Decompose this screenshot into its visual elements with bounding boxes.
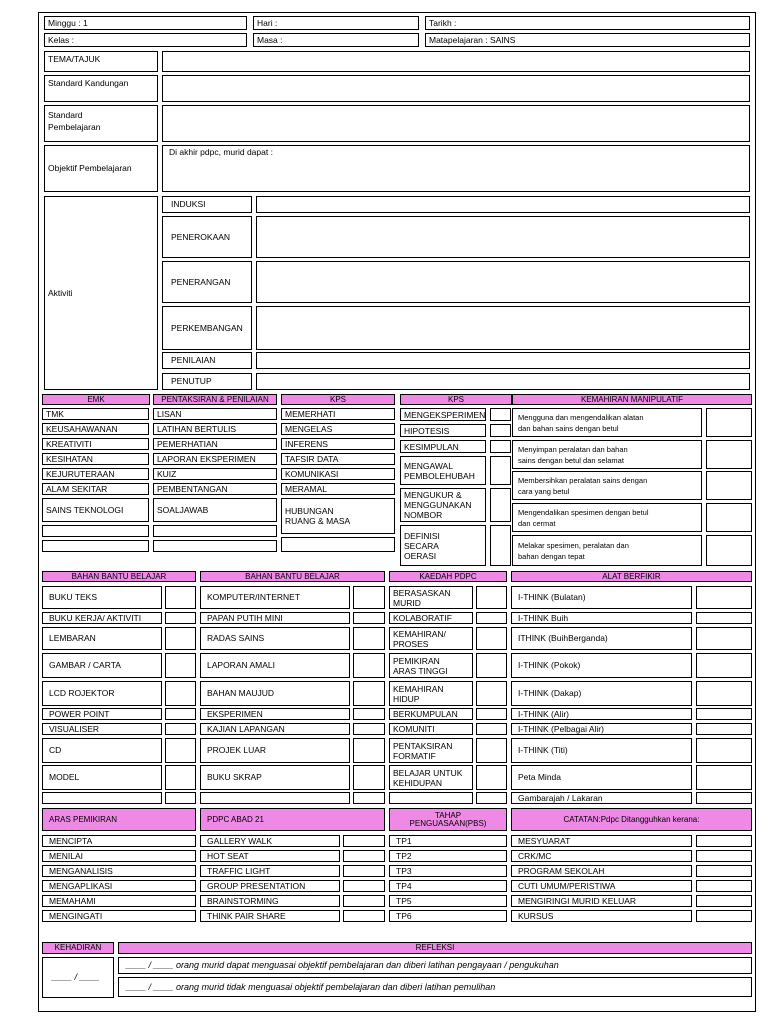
sec1-header-1: PENTAKSIRAN & PENILAIAN [153,394,277,405]
aras-item-3[interactable]: MENGAPLIKASI [42,880,196,892]
catatan-item-1[interactable]: CRK/MC [511,850,692,862]
kaedah-item-5[interactable]: BERKUMPULAN [389,708,473,720]
kaedah-item-1[interactable]: KOLABORATIF [389,612,473,624]
alat-item-6[interactable]: I-THINK (Pelbagai Alir) [511,723,692,735]
sec3-header-0: ARAS PEMIKIRAN [42,808,196,831]
kaedah-check-4[interactable] [476,681,507,706]
stage-input-1[interactable] [256,216,750,258]
catatan-item-2[interactable]: PROGRAM SEKOLAH [511,865,692,877]
aktiviti-label: Aktiviti [44,196,158,390]
bbb1-item-8[interactable]: MODEL [42,765,162,790]
kaedah-check-2[interactable] [476,627,507,650]
bbb2-item-3[interactable]: LAPORAN AMALI [200,653,350,678]
abad21-check-0[interactable] [343,835,385,847]
catatan-check-1[interactable] [696,850,752,862]
standard-pembelajaran-input[interactable] [162,105,750,142]
bbb2-check-5[interactable] [353,708,385,720]
abad21-check-3[interactable] [343,880,385,892]
manipulatif-check-1[interactable] [706,440,752,469]
stage-input-5[interactable] [256,373,750,390]
bbb1-item-7[interactable]: CD [42,738,162,763]
bbb2-item-1[interactable]: PAPAN PUTIH MINI [200,612,350,624]
kaedah-item-8[interactable]: BELAJAR UNTUK KEHIDUPAN [389,765,473,790]
alat-check-9[interactable] [696,792,752,804]
kps2-check-3[interactable] [490,456,511,485]
alat-check-3[interactable] [696,653,752,678]
bbb2-item-5[interactable]: EKSPERIMEN [200,708,350,720]
emk-item-4[interactable]: KEJURUTERAAN [42,468,149,480]
tp-item-2[interactable]: TP3 [389,865,507,877]
alat-item-7[interactable]: I-THINK (Titi) [511,738,692,763]
bbb2-item-0[interactable]: KOMPUTER/INTERNET [200,586,350,609]
kps2-item-3[interactable]: MENGAWAL PEMBOLEHUBAH [400,456,486,485]
emk-item-0[interactable]: TMK [42,408,149,420]
kps1-item-4[interactable]: KOMUNIKASI [281,468,395,480]
standard-kandungan-label: Standard Kandungan [44,75,158,102]
alat-item-3[interactable]: I-THINK (Pokok) [511,653,692,678]
catatan-check-4[interactable] [696,895,752,907]
kaedah-item-2[interactable]: KEMAHIRAN/ PROSES [389,627,473,650]
manipulatif-item-0[interactable]: Mengguna dan mengendalikan alatan dan bahan sains dengan betul [512,408,702,437]
alat-check-4[interactable] [696,681,752,706]
pentaksiran-item-0[interactable]: LISAN [153,408,277,420]
sec2-header-0: BAHAN BANTU BELAJAR [42,571,196,582]
emk-item-1[interactable]: KEUSAHAWANAN [42,423,149,435]
pentaksiran-item-6[interactable]: SOALJAWAB [153,498,277,522]
kaedah-check-7[interactable] [476,738,507,763]
kps2-check-5[interactable] [490,525,511,566]
aras-item-1[interactable]: MENILAI [42,850,196,862]
alat-check-0[interactable] [696,586,752,609]
abad21-check-1[interactable] [343,850,385,862]
sec1-header-0: EMK [42,394,150,405]
stage-label-1: PENEROKAAN [162,216,252,258]
alat-item-5[interactable]: I-THINK (Alir) [511,708,692,720]
alat-check-2[interactable] [696,627,752,650]
kps2-item-1[interactable]: HIPOTESIS [400,424,486,437]
standard-kandungan-input[interactable] [162,75,750,102]
kps1-item-1[interactable]: MENGELAS [281,423,395,435]
kps2-item-5[interactable]: DEFINISI SECARA OERASI [400,525,486,566]
bbb2-check-1[interactable] [353,612,385,624]
minggu-field[interactable]: Minggu : 1 [44,16,247,30]
aras-item-5[interactable]: MENGINGATI [42,910,196,922]
aras-item-4[interactable]: MEMAHAMI [42,895,196,907]
sec2-header-3: ALAT BERFIKIR [511,571,752,582]
catatan-check-0[interactable] [696,835,752,847]
bbb2-check-8[interactable] [353,765,385,790]
abad21-item-1[interactable]: HOT SEAT [200,850,340,862]
pentaksiran-item-7[interactable] [153,525,277,537]
tema-input[interactable] [162,51,750,72]
catatan-check-3[interactable] [696,880,752,892]
bbb1-item-4[interactable]: LCD ROJEKTOR [42,681,162,706]
tp-item-4[interactable]: TP5 [389,895,507,907]
tema-label: TEMA/TAJUK [44,51,158,72]
aras-item-0[interactable]: MENCIPTA [42,835,196,847]
bbb2-check-2[interactable] [353,627,385,650]
bbb1-item-3[interactable]: GAMBAR / CARTA [42,653,162,678]
bbb2-check-6[interactable] [353,723,385,735]
tarikh-field[interactable]: Tarikh : [425,16,750,30]
kaedah-check-9[interactable] [476,792,507,804]
sec3-header-3: CATATAN:Pdpc Ditangguhkan kerana: [511,808,752,831]
sec2-header-2: KAEDAH PDPC [389,571,507,582]
kps2-check-4[interactable] [490,488,511,522]
kaedah-check-3[interactable] [476,653,507,678]
aras-item-2[interactable]: MENGANALISIS [42,865,196,877]
manipulatif-check-2[interactable] [706,471,752,500]
kps1-item-3[interactable]: TAFSIR DATA [281,453,395,465]
bbb2-item-8[interactable]: BUKU SKRAP [200,765,350,790]
kps1-item-2[interactable]: INFERENS [281,438,395,450]
kps2-item-2[interactable]: KESIMPULAN [400,440,486,453]
catatan-check-2[interactable] [696,865,752,877]
bbb2-item-2[interactable]: RADAS SAINS [200,627,350,650]
stage-label-5: PENUTUP [162,373,252,390]
bbb1-check-3[interactable] [165,653,196,678]
catatan-item-4[interactable]: MENGIRINGI MURID KELUAR [511,895,692,907]
tp-item-3[interactable]: TP4 [389,880,507,892]
refleksi-line-1: ____ / ____ orang murid dapat menguasai objektif pembelajaran dan diberi latihan pengayaan / pengukuhan [126,960,559,970]
kaedah-check-6[interactable] [476,723,507,735]
manipulatif-item-2[interactable]: Membersihkan peralatan sains dengan cara yang betul [512,471,702,500]
tp-item-0[interactable]: TP1 [389,835,507,847]
abad21-item-5[interactable]: THINK PAIR SHARE [200,910,340,922]
bbb1-check-9[interactable] [165,792,196,804]
stage-input-0[interactable] [256,196,750,213]
bbb2-item-9[interactable] [200,792,350,804]
bbb2-check-3[interactable] [353,653,385,678]
bbb2-check-0[interactable] [353,586,385,609]
pentaksiran-item-1[interactable]: LATIHAN BERTULIS [153,423,277,435]
abad21-item-3[interactable]: GROUP PRESENTATION [200,880,340,892]
manipulatif-check-3[interactable] [706,503,752,532]
emk-item-8[interactable] [42,540,149,552]
alat-item-9[interactable]: Gambarajah / Lakaran [511,792,692,804]
manipulatif-item-4[interactable]: Melakar spesimen, peralatan dan bahan dengan tepat [512,535,702,566]
kaedah-check-0[interactable] [476,586,507,609]
alat-item-2[interactable]: ITHINK (BuihBerganda) [511,627,692,650]
sec1-header-4: KEMAHIRAN MANIPULATIF [512,394,752,405]
stage-label-3: PERKEMBANGAN [162,306,252,350]
refleksi-header: REFLEKSI [118,942,752,954]
bbb2-check-4[interactable] [353,681,385,706]
kaedah-item-3[interactable]: PEMIKIRAN ARAS TINGGI [389,653,473,678]
objektif-input[interactable]: Di akhir pdpc, murid dapat : [162,145,750,192]
abad21-check-5[interactable] [343,910,385,922]
manipulatif-check-0[interactable] [706,408,752,437]
alat-check-7[interactable] [696,738,752,763]
alat-item-4[interactable]: I-THINK (Dakap) [511,681,692,706]
sec1-header-2: KPS [281,394,395,405]
manipulatif-item-3[interactable]: Mengendalikan spesimen dengan betul dan cermat [512,503,702,532]
sec1-header-3: KPS [400,394,512,405]
pentaksiran-item-3[interactable]: LAPORAN EKSPERIMEN [153,453,277,465]
matapelajaran-field[interactable]: Matapelajaran : SAINS [425,33,750,47]
bbb1-check-0[interactable] [165,586,196,609]
kps2-item-0[interactable]: MENGEKSPERIMEN [400,408,486,421]
stage-label-0: INDUKSI [162,196,252,213]
kps1-item-5[interactable]: MERAMAL [281,483,395,495]
stage-input-4[interactable] [256,352,750,369]
bbb1-item-2[interactable]: LEMBARAN [42,627,162,650]
bbb1-item-9[interactable] [42,792,162,804]
abad21-check-2[interactable] [343,865,385,877]
kaedah-item-9[interactable] [389,792,473,804]
pentaksiran-item-4[interactable]: KUIZ [153,468,277,480]
catatan-item-0[interactable]: MESYUARAT [511,835,692,847]
emk-item-2[interactable]: KREATIVITI [42,438,149,450]
alat-item-1[interactable]: I-THINK Buih [511,612,692,624]
bbb1-check-2[interactable] [165,627,196,650]
standard-pembelajaran-label: Standard Pembelajaran [44,105,158,142]
abad21-item-2[interactable]: TRAFFIC LIGHT [200,865,340,877]
stage-input-3[interactable] [256,306,750,350]
kelas-field[interactable]: Kelas : [44,33,247,47]
kps1-item-0[interactable]: MEMERHATI [281,408,395,420]
bbb1-check-8[interactable] [165,765,196,790]
catatan-item-5[interactable]: KURSUS [511,910,692,922]
bbb1-item-1[interactable]: BUKU KERJA/ AKTIVITI [42,612,162,624]
kehadiran-value: ____ / ____ [52,972,100,982]
pentaksiran-item-2[interactable]: PEMERHATIAN [153,438,277,450]
bbb2-item-7[interactable]: PROJEK LUAR [200,738,350,763]
emk-item-3[interactable]: KESIHATAN [42,453,149,465]
abad21-item-4[interactable]: BRAINSTORMING [200,895,340,907]
bbb1-item-6[interactable]: VISUALISER [42,723,162,735]
sec3-header-1: PDPC ABAD 21 [200,808,385,831]
bbb2-check-7[interactable] [353,738,385,763]
kaedah-check-1[interactable] [476,612,507,624]
refleksi-line-2: ____ / ____ orang murid tidak menguasai objektif pembelajaran dan diberi latihan pemulihan [126,982,496,992]
emk-item-7[interactable] [42,525,149,537]
kaedah-item-7[interactable]: PENTAKSIRAN FORMATIF [389,738,473,763]
kps2-check-1[interactable] [490,424,511,437]
tp-item-1[interactable]: TP2 [389,850,507,862]
kps1-item-6[interactable]: HUBUNGAN RUANG & MASA [281,498,395,534]
kaedah-item-4[interactable]: KEMAHIRAN HIDUP [389,681,473,706]
alat-check-8[interactable] [696,765,752,790]
alat-item-0[interactable]: I-THINK (Bulatan) [511,586,692,609]
bbb2-item-6[interactable]: KAJIAN LAPANGAN [200,723,350,735]
alat-check-6[interactable] [696,723,752,735]
kaedah-item-6[interactable]: KOMUNITI [389,723,473,735]
kaedah-check-5[interactable] [476,708,507,720]
bbb1-check-5[interactable] [165,708,196,720]
bbb1-item-5[interactable]: POWER POINT [42,708,162,720]
emk-item-6[interactable]: SAINS TEKNOLOGI [42,498,149,522]
alat-check-1[interactable] [696,612,752,624]
bbb1-check-7[interactable] [165,738,196,763]
masa-field[interactable]: Masa : [253,33,419,47]
kaedah-item-0[interactable]: BERASASKAN MURID [389,586,473,609]
hari-field[interactable]: Hari : [253,16,419,30]
catatan-item-3[interactable]: CUTI UMUM/PERISTIWA [511,880,692,892]
manipulatif-item-1[interactable]: Menyimpan peralatan dan bahan sains dengan betul dan selamat [512,440,702,469]
alat-item-8[interactable]: Peta Minda [511,765,692,790]
manipulatif-check-4[interactable] [706,535,752,566]
bbb1-check-4[interactable] [165,681,196,706]
pentaksiran-item-8[interactable] [153,540,277,552]
bbb1-check-1[interactable] [165,612,196,624]
sec2-header-1: BAHAN BANTU BELAJAR [200,571,385,582]
objektif-label: Objektif Pembelajaran [44,145,158,192]
kps2-check-2[interactable] [490,440,511,453]
tp-item-5[interactable]: TP6 [389,910,507,922]
stage-label-2: PENERANGAN [162,261,252,303]
stage-label-4: PENILAIAN [162,352,252,369]
kaedah-check-8[interactable] [476,765,507,790]
pentaksiran-item-5[interactable]: PEMBENTANGAN [153,483,277,495]
kps2-check-0[interactable] [490,408,511,421]
kehadiran-header: KEHADIRAN [42,942,114,954]
bbb2-check-9[interactable] [353,792,385,804]
bbb2-item-4[interactable]: BAHAN MAUJUD [200,681,350,706]
abad21-check-4[interactable] [343,895,385,907]
sec3-header-2: TAHAP PENGUASAAN(PBS) [389,808,507,831]
alat-check-5[interactable] [696,708,752,720]
bbb1-item-0[interactable]: BUKU TEKS [42,586,162,609]
emk-item-5[interactable]: ALAM SEKITAR [42,483,149,495]
catatan-check-5[interactable] [696,910,752,922]
bbb1-check-6[interactable] [165,723,196,735]
kps2-item-4[interactable]: MENGUKUR & MENGGUNAKAN NOMBOR [400,488,486,522]
stage-input-2[interactable] [256,261,750,303]
abad21-item-0[interactable]: GALLERY WALK [200,835,340,847]
kps1-item-7[interactable] [281,537,395,552]
